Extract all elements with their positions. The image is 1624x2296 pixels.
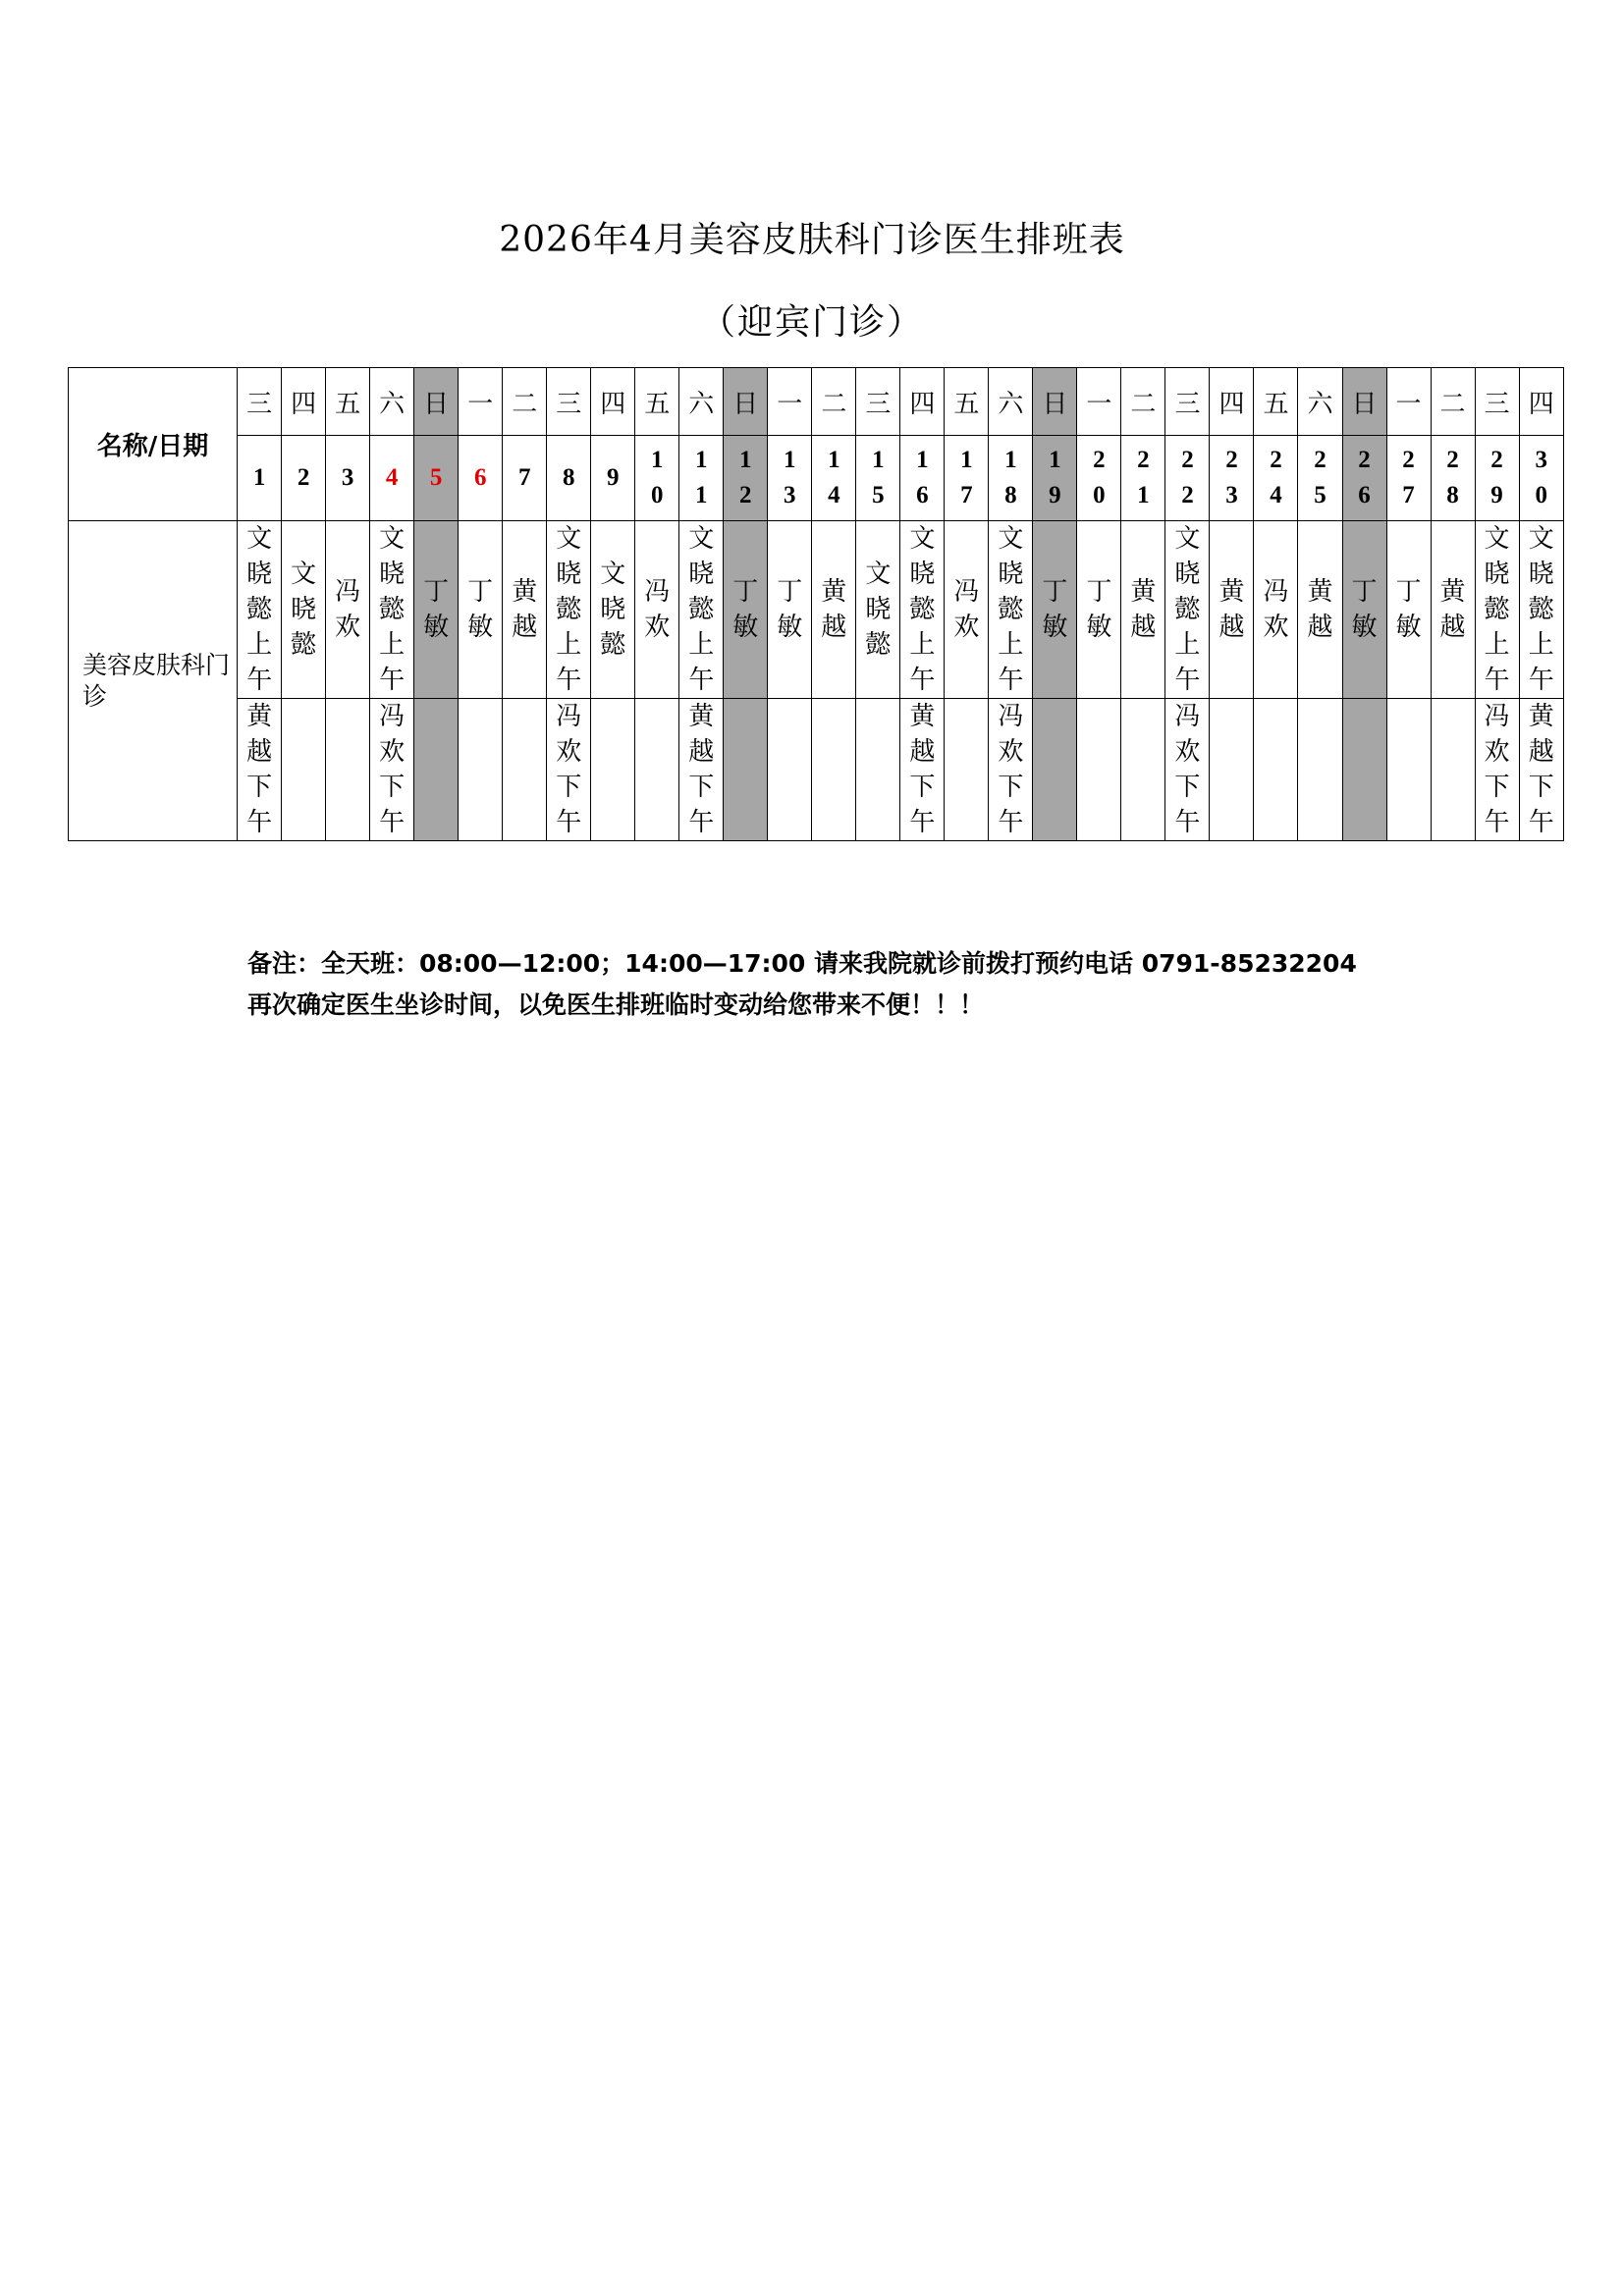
date-cell — [1165, 436, 1210, 521]
morning-shift-cell — [503, 521, 547, 699]
morning-doctor: 文晓懿上午 — [246, 524, 273, 695]
morning-doctor: 文晓懿上午 — [1174, 524, 1201, 695]
date-number: 20 — [1093, 447, 1106, 508]
morning-shift-cell — [591, 521, 635, 699]
date-cell — [459, 436, 503, 521]
weekday-cell: 日 — [1342, 368, 1386, 436]
name-date-header: 名称/日期 — [69, 368, 238, 521]
morning-shift-cell — [900, 521, 945, 699]
weekday-cell: 四 — [282, 368, 326, 436]
afternoon-shift-cell — [989, 699, 1033, 841]
weekday-cell: 二 — [1121, 368, 1165, 436]
date-number: 3 — [341, 464, 354, 491]
afternoon-shift-cell — [812, 699, 856, 841]
afternoon-row — [69, 699, 1564, 841]
date-number: 2 — [297, 464, 310, 491]
date-number: 28 — [1446, 447, 1459, 508]
afternoon-shift-cell — [1077, 699, 1121, 841]
morning-shift-cell — [768, 521, 812, 699]
date-number: 4 — [385, 464, 399, 491]
afternoon-shift-cell — [1033, 699, 1077, 841]
date-number: 12 — [739, 447, 752, 508]
weekday-cell: 日 — [724, 368, 768, 436]
date-cell — [547, 436, 591, 521]
morning-shift-cell — [1298, 521, 1342, 699]
morning-shift-cell — [1342, 521, 1386, 699]
weekday-cell: 二 — [1431, 368, 1475, 436]
date-cell — [1254, 436, 1298, 521]
weekday-cell: 六 — [989, 368, 1033, 436]
date-cell — [812, 436, 856, 521]
note-line-2: 再次确定医生坐诊时间，以免医生排班临时变动给您带来不便！！！ — [247, 990, 985, 1019]
date-number: 16 — [916, 447, 929, 508]
weekday-cell: 二 — [503, 368, 547, 436]
date-number: 15 — [872, 447, 885, 508]
morning-doctor: 黄越 — [512, 577, 538, 642]
morning-shift-cell — [812, 521, 856, 699]
morning-doctor: 文晓懿上午 — [1528, 524, 1554, 695]
date-number: 27 — [1402, 447, 1415, 508]
date-number: 14 — [828, 447, 840, 508]
afternoon-doctor: 冯欢下午 — [379, 702, 406, 837]
morning-doctor: 文晓懿 — [865, 560, 892, 660]
date-cell — [1210, 436, 1254, 521]
morning-shift-cell — [1431, 521, 1475, 699]
weekday-cell: 二 — [812, 368, 856, 436]
date-cell — [635, 436, 679, 521]
afternoon-shift-cell — [414, 699, 459, 841]
weekday-cell: 五 — [945, 368, 989, 436]
morning-shift-cell — [1519, 521, 1563, 699]
morning-shift-cell — [856, 521, 900, 699]
date-number: 8 — [562, 464, 575, 491]
date-cell — [1077, 436, 1121, 521]
afternoon-doctor: 黄越下午 — [1528, 702, 1554, 837]
afternoon-doctor: 冯欢下午 — [998, 702, 1024, 837]
date-cell — [1342, 436, 1386, 521]
afternoon-shift-cell — [503, 699, 547, 841]
afternoon-shift-cell — [900, 699, 945, 841]
date-cell — [989, 436, 1033, 521]
date-number: 7 — [517, 464, 531, 491]
morning-doctor: 冯欢 — [335, 577, 361, 642]
morning-doctor: 黄越 — [1130, 577, 1157, 642]
weekday-cell: 一 — [459, 368, 503, 436]
date-number: 30 — [1535, 447, 1548, 508]
page-title: 2026年4月美容皮肤科门诊医生排班表 — [499, 220, 1125, 260]
afternoon-shift-cell — [547, 699, 591, 841]
morning-shift-cell — [282, 521, 326, 699]
morning-doctor: 丁敏 — [467, 577, 494, 642]
afternoon-shift-cell — [1519, 699, 1563, 841]
morning-shift-cell — [459, 521, 503, 699]
weekday-cell: 三 — [238, 368, 282, 436]
date-cell — [238, 436, 282, 521]
morning-shift-cell — [414, 521, 459, 699]
morning-shift-cell — [326, 521, 370, 699]
morning-shift-cell — [635, 521, 679, 699]
morning-shift-cell — [370, 521, 414, 699]
date-number: 9 — [606, 464, 620, 491]
weekday-cell: 四 — [1210, 368, 1254, 436]
morning-doctor: 黄越 — [1307, 577, 1333, 642]
date-number: 5 — [429, 464, 443, 491]
date-cell — [414, 436, 459, 521]
afternoon-shift-cell — [591, 699, 635, 841]
date-number: 18 — [1004, 447, 1017, 508]
morning-doctor: 文晓懿 — [291, 560, 317, 660]
morning-doctor: 文晓懿上午 — [909, 524, 936, 695]
afternoon-shift-cell — [1210, 699, 1254, 841]
morning-doctor: 丁敏 — [732, 577, 759, 642]
afternoon-shift-cell — [768, 699, 812, 841]
morning-shift-cell — [724, 521, 768, 699]
morning-doctor: 冯欢 — [644, 577, 671, 642]
date-cell — [900, 436, 945, 521]
morning-shift-cell — [1033, 521, 1077, 699]
morning-doctor: 黄越 — [1218, 577, 1245, 642]
date-cell — [945, 436, 989, 521]
morning-shift-cell — [1165, 521, 1210, 699]
date-number: 24 — [1270, 447, 1282, 508]
morning-doctor: 黄越 — [821, 577, 847, 642]
date-cell — [724, 436, 768, 521]
weekday-cell: 五 — [635, 368, 679, 436]
afternoon-shift-cell — [635, 699, 679, 841]
afternoon-doctor: 冯欢下午 — [1174, 702, 1201, 837]
date-cell — [1431, 436, 1475, 521]
weekday-cell: 日 — [414, 368, 459, 436]
morning-row — [69, 521, 1564, 699]
department-label: 美容皮肤科门诊 — [82, 650, 231, 711]
date-cell — [1519, 436, 1563, 521]
date-cell — [1121, 436, 1165, 521]
morning-doctor: 丁敏 — [1395, 577, 1422, 642]
afternoon-shift-cell — [679, 699, 724, 841]
afternoon-shift-cell — [1254, 699, 1298, 841]
morning-doctor: 文晓懿 — [600, 560, 626, 660]
morning-doctor: 丁敏 — [423, 577, 450, 642]
afternoon-shift-cell — [282, 699, 326, 841]
date-number: 23 — [1225, 447, 1238, 508]
afternoon-doctor: 黄越下午 — [246, 702, 273, 837]
afternoon-doctor: 黄越下午 — [909, 702, 936, 837]
morning-doctor: 丁敏 — [777, 577, 803, 642]
date-cell — [1298, 436, 1342, 521]
weekday-cell: 六 — [679, 368, 724, 436]
afternoon-shift-cell — [1386, 699, 1431, 841]
weekday-row — [69, 368, 1564, 436]
date-cell — [1475, 436, 1519, 521]
weekday-cell: 一 — [768, 368, 812, 436]
date-cell — [679, 436, 724, 521]
morning-shift-cell — [679, 521, 724, 699]
weekday-cell: 三 — [1165, 368, 1210, 436]
date-number: 25 — [1314, 447, 1326, 508]
date-number: 6 — [473, 464, 487, 491]
weekday-cell: 一 — [1386, 368, 1431, 436]
morning-doctor: 文晓懿上午 — [688, 524, 715, 695]
page-subtitle: （迎宾门诊） — [699, 302, 924, 343]
morning-doctor: 冯欢 — [1263, 577, 1289, 642]
afternoon-shift-cell — [370, 699, 414, 841]
weekday-cell: 一 — [1077, 368, 1121, 436]
afternoon-shift-cell — [326, 699, 370, 841]
afternoon-shift-cell — [856, 699, 900, 841]
afternoon-shift-cell — [1431, 699, 1475, 841]
weekday-cell: 日 — [1033, 368, 1077, 436]
afternoon-shift-cell — [459, 699, 503, 841]
date-cell — [326, 436, 370, 521]
morning-shift-cell — [547, 521, 591, 699]
date-cell — [370, 436, 414, 521]
date-cell — [1386, 436, 1431, 521]
morning-shift-cell — [1386, 521, 1431, 699]
afternoon-shift-cell — [724, 699, 768, 841]
morning-shift-cell — [1475, 521, 1519, 699]
date-cell — [282, 436, 326, 521]
date-number: 11 — [695, 447, 708, 508]
morning-doctor: 丁敏 — [1086, 577, 1112, 642]
date-cell — [1033, 436, 1077, 521]
date-number: 29 — [1490, 447, 1503, 508]
afternoon-shift-cell — [1298, 699, 1342, 841]
date-number: 17 — [960, 447, 973, 508]
morning-doctor: 文晓懿上午 — [998, 524, 1024, 695]
morning-doctor: 文晓懿上午 — [379, 524, 406, 695]
morning-doctor: 文晓懿上午 — [1484, 524, 1510, 695]
morning-shift-cell — [1210, 521, 1254, 699]
afternoon-doctor: 冯欢下午 — [1484, 702, 1510, 837]
date-number: 1 — [252, 464, 266, 491]
morning-shift-cell — [1254, 521, 1298, 699]
morning-doctor: 丁敏 — [1351, 577, 1378, 642]
morning-shift-cell — [1077, 521, 1121, 699]
morning-shift-cell — [989, 521, 1033, 699]
date-number: 10 — [651, 447, 664, 508]
morning-doctor: 黄越 — [1439, 577, 1466, 642]
morning-doctor: 冯欢 — [953, 577, 980, 642]
afternoon-shift-cell — [945, 699, 989, 841]
weekday-cell: 三 — [856, 368, 900, 436]
afternoon-doctor: 冯欢下午 — [556, 702, 582, 837]
weekday-cell: 四 — [900, 368, 945, 436]
date-number: 21 — [1137, 447, 1150, 508]
afternoon-shift-cell — [238, 699, 282, 841]
morning-doctor: 文晓懿上午 — [556, 524, 582, 695]
morning-doctor: 丁敏 — [1042, 577, 1068, 642]
afternoon-shift-cell — [1342, 699, 1386, 841]
weekday-cell: 五 — [326, 368, 370, 436]
afternoon-doctor: 黄越下午 — [688, 702, 715, 837]
morning-shift-cell — [945, 521, 989, 699]
date-number: 19 — [1049, 447, 1061, 508]
afternoon-shift-cell — [1121, 699, 1165, 841]
date-cell — [503, 436, 547, 521]
department-name — [69, 521, 238, 841]
morning-shift-cell — [1121, 521, 1165, 699]
date-number: 13 — [784, 447, 796, 508]
date-cell — [856, 436, 900, 521]
weekday-cell: 三 — [547, 368, 591, 436]
morning-shift-cell — [238, 521, 282, 699]
date-number: 26 — [1358, 447, 1371, 508]
weekday-cell: 三 — [1475, 368, 1519, 436]
date-number: 22 — [1181, 447, 1194, 508]
schedule-table — [68, 367, 1564, 841]
date-cell — [768, 436, 812, 521]
weekday-cell: 四 — [591, 368, 635, 436]
note-line-1: 备注：全天班：08:00—12:00；14:00—17:00 请来我院就诊前拨打预约电话 0791-85232204 — [247, 949, 1357, 978]
date-row — [69, 436, 1564, 521]
weekday-cell: 五 — [1254, 368, 1298, 436]
weekday-cell: 四 — [1519, 368, 1563, 436]
afternoon-shift-cell — [1165, 699, 1210, 841]
afternoon-shift-cell — [1475, 699, 1519, 841]
weekday-cell: 六 — [1298, 368, 1342, 436]
weekday-cell: 六 — [370, 368, 414, 436]
date-cell — [591, 436, 635, 521]
